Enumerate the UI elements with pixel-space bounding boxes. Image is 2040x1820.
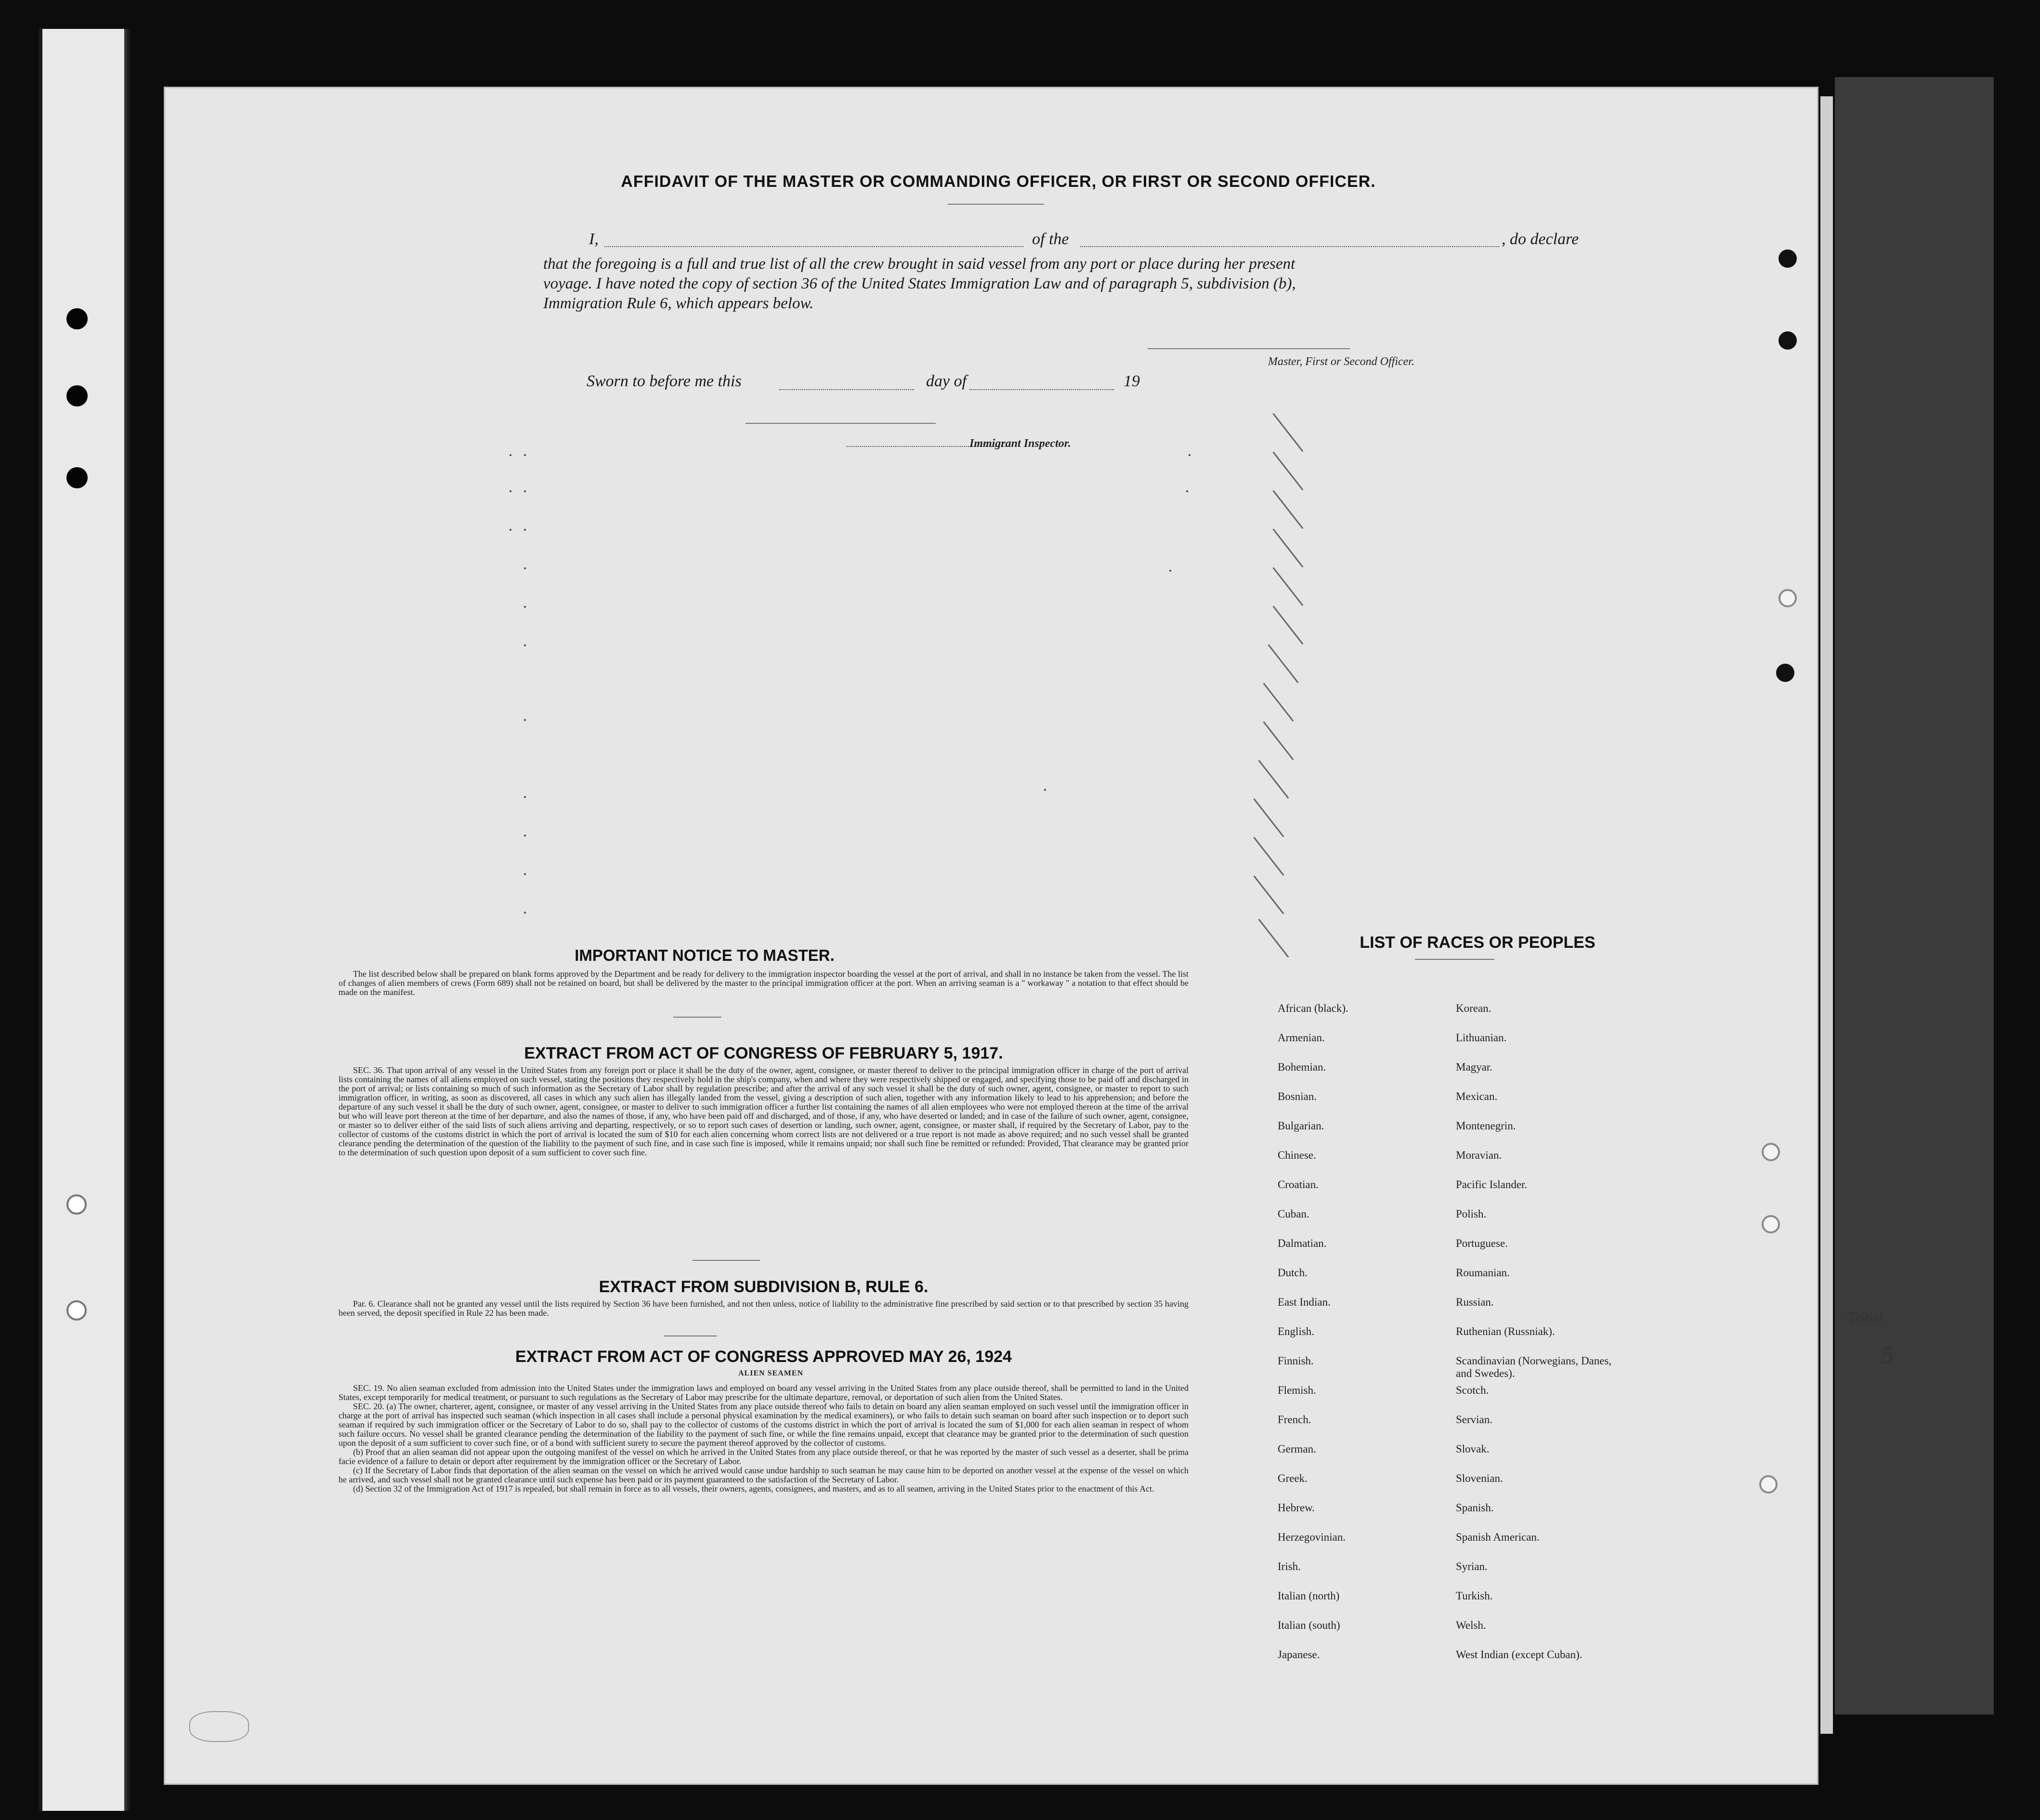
- statement-line: Immigration Rule 6, which appears below.: [543, 295, 814, 312]
- affidavit-title: AFFIDAVIT OF THE MASTER OR COMMANDING OFFICER, OR FIRST OR SECOND OFFICER.: [621, 172, 1376, 191]
- check-mark: [1263, 683, 1294, 722]
- extract-1917-paragraph: SEC. 36. That upon arrival of any vessel in the United States from any foreign port or place it shall be the duty of the owner, agent, consignee, or master thereof to deliver to the principal immigration officer in charge of the port of arrival lists containing the names of all aliens employed on such vessel, stating the positions they respectively hold in the ship's company, when and where they were respectively shipped or engaged, and specifying those to be paid off and discharged in the port of arrival; or lists containing so much of such information as the Secretary of Labor shall by regulation prescribe; and after the arrival of any such vessel it shall be the duty of such owner, agent, consignee, or master to report to such immigration officer, in writing, as soon as discovered, all cases in which any such alien has illegally landed from the vessel, giving a description of such alien, together with any information likely to lead to his apprehension; and before the departure of any such vessel it shall be the duty of such owner, agent, consignee, or master to deliver to such immigration officer a further list containing the names of all alien employees who were not employed thereon at the time of the arrival but who will leave port thereon at the time of her departure, and also the names of those, if any, who have been paid off and discharged, and of those, if any, who have deserted or landed; and in case of the failure of such owner, agent, consignee, or master so to deliver either of the said lists of such aliens arriving and departing, respectively, or so to report such cases of desertion or landing, such owner, agent, consignee, or master shall, if required by the Secretary of Labor, pay to the collector of customs of the customs district in which the port of arrival is located the sum of $10 for each alien concerning whom correct lists are not delivered or a true report is not made as above required; and no such vessel shall be granted clearance pending the determination of the question of the liability to the payment of such fine, and in case such fine is imposed, while it remains unpaid; nor shall such fine be remitted or refunded: Provided, That clearance may be granted prior to the determination of such question upon deposit of a sum sufficient to cover such fine.: [339, 1065, 1189, 1157]
- race-item: Greek.: [1278, 1472, 1308, 1484]
- print-dot: [524, 567, 526, 569]
- race-item: Portuguese.: [1456, 1237, 1508, 1249]
- race-item: Spanish.: [1456, 1502, 1494, 1514]
- races-title-underline: [1415, 959, 1494, 960]
- extract-1924-title: EXTRACT FROM ACT OF CONGRESS APPROVED MAY 26, 1924: [515, 1348, 1012, 1366]
- sworn-month-blank: [969, 389, 1114, 390]
- race-item: Scandinavian (Norwegians, Danes, and Swedes).: [1456, 1355, 1612, 1379]
- extract-1917-text: [339, 1066, 1189, 1157]
- race-item: Korean.: [1456, 1002, 1491, 1014]
- race-item: Cuban.: [1278, 1208, 1309, 1220]
- affidavit-of-the-label: of the: [1032, 230, 1069, 248]
- race-item: Polish.: [1456, 1208, 1487, 1220]
- binder-ring: [1759, 1475, 1778, 1493]
- check-mark: [1273, 490, 1304, 529]
- races-right-column: [1456, 1002, 1658, 1678]
- check-mark: [1258, 919, 1289, 958]
- race-item: Bosnian.: [1278, 1090, 1317, 1102]
- extract-rule6-title: EXTRACT FROM SUBDIVISION B, RULE 6.: [599, 1278, 928, 1296]
- extract-1924-paragraph: SEC. 20. (a) The owner, charterer, agent, consignee, or master of any vessel arriving in the United States from any place outside thereof who fails to detain on board any alien seaman employed on such vessel until the immigration officer in charge at the port of arrival has inspected such seaman (which inspection in all cases shall include a personal physical examination by the medical examiners), or who fails to detain such seaman on board after such inspection or to deport such seaman if required by such immigration officer or the Secretary of Labor to do so, shall pay to the collector of customs of the customs district in which the port of arrival is located the sum of $1,000 for each alien seaman in respect of whom such failure occurs. No vessel shall be granted clearance pending the determination of the liability to the payment of such fine, or while the fine remains unpaid, except that clearance may be granted prior to the determination of such question upon the deposit of a sum sufficient to cover such fine, or of a bond with sufficient surety to secure the payment thereof approved by the collector of customs.: [339, 1401, 1189, 1448]
- print-dot: [1169, 570, 1171, 572]
- race-item: Roumanian.: [1456, 1267, 1510, 1279]
- race-item: Armenian.: [1278, 1032, 1325, 1044]
- notice-paragraph: The list described below shall be prepared on blank forms approved by the Department and be ready for delivery to the immigration inspector boarding the vessel at the port of arrival, and shall in no instance be taken from the vessel. The list of changes of alien members of crews (Form 689) shall not be retained on board, but shall be delivered by the master to the principal immigration officer at the port. When an arriving seaman is a " workaway " a notation to that effect should be made on the manifest.: [339, 969, 1189, 997]
- check-mark: [1273, 413, 1304, 452]
- race-item: Syrian.: [1456, 1560, 1488, 1572]
- print-dot: [524, 606, 526, 608]
- print-dot: [524, 529, 526, 531]
- binder-ring: [1762, 1215, 1780, 1233]
- race-item: German.: [1278, 1443, 1316, 1455]
- race-item: Welsh.: [1456, 1619, 1486, 1631]
- race-item: Croatian.: [1278, 1178, 1319, 1191]
- race-item: Irish.: [1278, 1560, 1301, 1572]
- binder-ring: [66, 1194, 87, 1215]
- print-dot: [524, 873, 526, 875]
- race-item: Italian (north): [1278, 1590, 1340, 1602]
- race-item: Pacific Islander.: [1456, 1178, 1528, 1191]
- print-dot: [524, 835, 526, 837]
- race-item: Bohemian.: [1278, 1061, 1326, 1073]
- race-item: French.: [1278, 1414, 1311, 1426]
- race-item: Servian.: [1456, 1414, 1493, 1426]
- binder-ring: [1778, 589, 1797, 607]
- print-dot: [524, 796, 526, 798]
- race-item: Hebrew.: [1278, 1502, 1315, 1514]
- races-title: LIST OF RACES OR PEOPLES: [1360, 933, 1595, 952]
- race-item: Slovak.: [1456, 1443, 1490, 1455]
- binder-ring: [1762, 1143, 1780, 1161]
- sworn-day-blank: [779, 389, 914, 390]
- punch-hole: [66, 467, 88, 488]
- affidavit-do-declare-label: , do declare: [1502, 230, 1579, 248]
- race-item: West Indian (except Cuban).: [1456, 1649, 1582, 1661]
- extract-rule6-paragraph: Par. 6. Clearance shall not be granted any vessel until the lists required by Section 36 have been furnished, and not then unless, notice of liability to the administrative fine prescribed by said section or to that prescribed by section 35 having been served, the deposit specified in Rule 22 has been made.: [339, 1299, 1189, 1318]
- handwritten-total-label: Total: [1847, 1310, 1883, 1327]
- extract-1917-title: EXTRACT FROM ACT OF CONGRESS OF FEBRUARY 5, 1917.: [524, 1044, 1003, 1062]
- race-item: Dalmatian.: [1278, 1237, 1327, 1249]
- handwritten-total-value: 5: [1881, 1344, 1894, 1368]
- affidavit-statement: [543, 254, 1651, 314]
- punch-hole: [1778, 331, 1797, 350]
- page-shadow: [1835, 77, 1994, 1715]
- race-item: Slovenian.: [1456, 1472, 1503, 1484]
- sworn-label: Sworn to before me this: [587, 372, 742, 390]
- print-dot: [1189, 454, 1190, 456]
- inspector-sign-line: [745, 423, 936, 424]
- statement-line: that the foregoing is a full and true list of all the crew brought in said vessel from any port or place during her present: [543, 255, 1295, 273]
- race-item: Finnish.: [1278, 1355, 1314, 1367]
- check-mark: [1273, 606, 1304, 645]
- print-dot: [510, 454, 511, 456]
- inspector-caption: Immigrant Inspector.: [969, 437, 1071, 450]
- binder-ring: [66, 1300, 87, 1321]
- alien-seamen-subtitle: ALIEN SEAMEN: [738, 1369, 804, 1377]
- check-mark: [1263, 721, 1294, 760]
- race-item: East Indian.: [1278, 1296, 1331, 1308]
- race-item: Spanish American.: [1456, 1531, 1540, 1543]
- check-mark: [1254, 876, 1284, 915]
- race-item: Magyar.: [1456, 1061, 1493, 1073]
- check-mark: [1268, 644, 1299, 683]
- print-dot: [524, 454, 526, 456]
- section-divider: [673, 1017, 721, 1018]
- race-item: Turkish.: [1456, 1590, 1493, 1602]
- statement-line: voyage. I have noted the copy of section 36 of the United States Immigration Law and of paragraph 5, subdivision (b),: [543, 275, 1296, 292]
- notice-title: IMPORTANT NOTICE TO MASTER.: [575, 946, 835, 964]
- extract-1924-text: [339, 1384, 1189, 1493]
- signature-caption: Master, First or Second Officer.: [1268, 355, 1414, 368]
- check-mark: [1254, 837, 1284, 876]
- extract-1924-paragraph: (d) Section 32 of the Immigration Act of 1917 is repealed, but shall remain in force as to all vessels, their owners, agents, consignees, and masters, and as to all seamen, arriving in the United States prior to the enactment of this Act.: [353, 1484, 1154, 1493]
- race-item: Herzegovinian.: [1278, 1531, 1346, 1543]
- race-item: Mexican.: [1456, 1090, 1498, 1102]
- punch-hole: [1776, 664, 1794, 682]
- race-item: Chinese.: [1278, 1149, 1316, 1161]
- print-dot: [510, 490, 511, 492]
- punch-hole: [66, 308, 88, 329]
- race-item: Russian.: [1456, 1296, 1494, 1308]
- check-mark: [1258, 760, 1289, 799]
- race-item: African (black).: [1278, 1002, 1348, 1014]
- notice-text: [339, 969, 1189, 997]
- faded-stamp: [189, 1711, 249, 1742]
- race-item: Lithuanian.: [1456, 1032, 1507, 1044]
- extract-1924-paragraph: SEC. 19. No alien seaman excluded from admission into the United States under the immigration laws and employed on board any vessel arriving in the United States from any place outside thereof, shall be permitted to land in the United States, except temporarily for medical treatment, or pursuant to such regulations as the Secretary of Labor may prescribe for the ultimate departure, removal, or deportation of such alien from the United States.: [339, 1383, 1189, 1402]
- affidavit-i-label: I,: [589, 230, 599, 248]
- signature-line: [1148, 348, 1350, 349]
- title-underline: [948, 204, 1044, 205]
- binder-strip: [42, 29, 127, 1811]
- day-of-label: day of: [926, 372, 967, 390]
- extract-rule6-text: [339, 1299, 1189, 1318]
- race-item: Japanese.: [1278, 1649, 1320, 1661]
- page-edge: [1820, 96, 1833, 1734]
- check-mark: [1273, 452, 1304, 491]
- race-item: Italian (south): [1278, 1619, 1340, 1631]
- race-item: English.: [1278, 1325, 1315, 1337]
- print-dot: [1044, 789, 1046, 791]
- races-left-column: [1278, 1002, 1432, 1678]
- print-dot: [524, 912, 526, 914]
- punch-hole: [66, 385, 88, 406]
- extract-1924-paragraph: (c) If the Secretary of Labor finds that deportation of the alien seaman on the vessel on which he arrived would cause undue hardship to such seaman he may cause him to be deported on another vessel at the expense of the vessel on which he arrived, and such vessel shall not be granted clearance until such expense has been paid or its payment guaranteed to the satisfaction of the Secretary of Labor.: [339, 1466, 1189, 1484]
- race-item: Ruthenian (Russniak).: [1456, 1325, 1555, 1337]
- race-item: Montenegrin.: [1456, 1120, 1516, 1132]
- check-mark: [1254, 799, 1284, 838]
- race-item: Flemish.: [1278, 1384, 1316, 1396]
- print-dot: [510, 529, 511, 531]
- vessel-blank: [1080, 246, 1499, 247]
- extract-1924-paragraph: (b) Proof that an alien seaman did not appear upon the outgoing manifest of the vessel on which he arrived in the United States from any place outside thereof, or that he was reported by the master of such vessel as a deserter, shall be prima facie evidence of a failure to detain or deport after requirement by the immigration officer or the Secretary of Labor.: [339, 1447, 1189, 1466]
- manifest-page: [164, 87, 1818, 1785]
- print-dot: [524, 644, 526, 646]
- race-item: Moravian.: [1456, 1149, 1502, 1161]
- name-blank: [604, 246, 1023, 247]
- year-label: 19: [1124, 372, 1140, 390]
- race-item: Bulgarian.: [1278, 1120, 1324, 1132]
- print-dot: [524, 490, 526, 492]
- print-dot: [524, 719, 526, 721]
- section-divider: [693, 1260, 760, 1261]
- race-item: Scotch.: [1456, 1384, 1489, 1396]
- check-mark: [1273, 529, 1304, 568]
- print-dot: [1186, 490, 1188, 492]
- check-mark: [1273, 567, 1304, 606]
- race-item: Dutch.: [1278, 1267, 1308, 1279]
- punch-hole: [1778, 249, 1797, 268]
